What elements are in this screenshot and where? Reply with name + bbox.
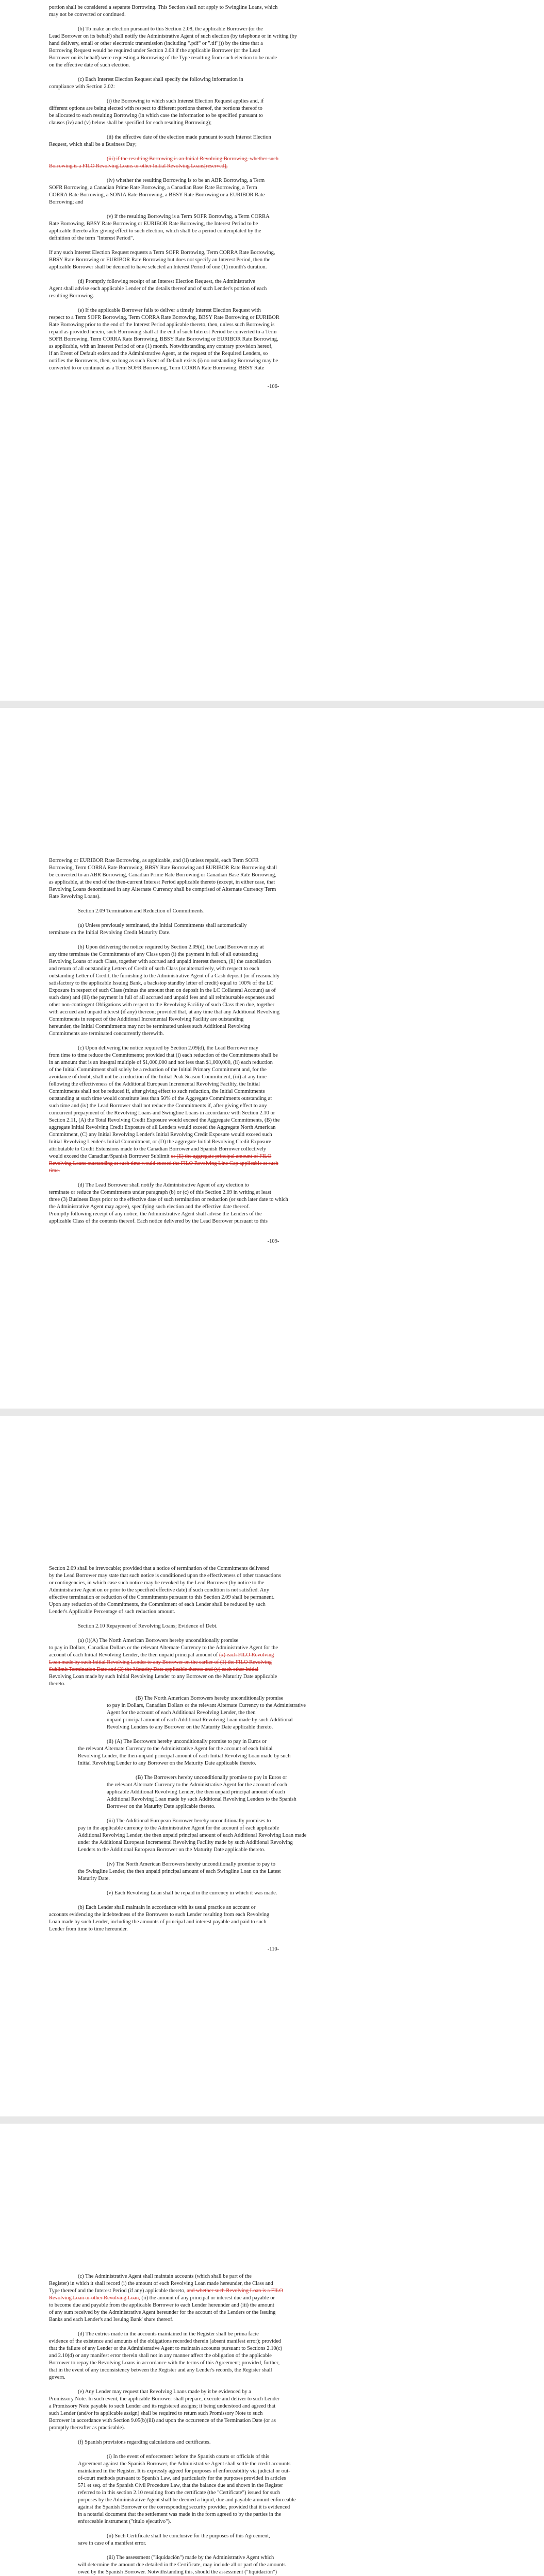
text-line: any time terminate the Commitments of any Class upon (i) the payment in full of all outstanding xyxy=(49,952,258,957)
page-110 xyxy=(49,1416,498,2116)
text-line: (d) The entries made in the accounts maintained in the Register shall be prima facie xyxy=(78,2331,259,2337)
text-line: Exposure in respect of such Class (minus the amount then on deposit in the LC Collateral Account) as of xyxy=(49,988,276,993)
text-line: referred to in this section 2.10 resulting from the certificate (the "Certificate") issued for such xyxy=(78,2490,280,2496)
text-line: thereto. xyxy=(49,1681,65,1687)
text-line: to pay in Dollars, Canadian Dollars or the relevant Alternate Currency to the Administrative Agent for the xyxy=(49,1645,278,1651)
text-line: hand delivery, email or other electronic transmission (including ".pdf" or ".tif"))) by the time that a xyxy=(49,41,263,46)
text-line: be allocated to each resulting Borrowing (in which case the information to be specified pursuant to xyxy=(49,113,263,118)
struck-text: Revolving Loan or other Revolving Loan, xyxy=(49,2295,140,2301)
text-line: in an amount that is an integral multiple of $1,000,000 and not less than $1,000,000, (ii) each reduction xyxy=(49,1060,273,1065)
text-line: Revolving Lenders to any Borrower on the Maturity Date applicable thereto. xyxy=(107,1724,273,1730)
struck-text: (x) each FILO Revolving xyxy=(219,1652,274,1658)
text-line: Rate Revolving Loans). xyxy=(49,894,101,900)
text-line: (i) the Borrowing to which such Interest Election Request applies and, if xyxy=(107,98,264,104)
text-line: definition of the term "Interest Period". xyxy=(49,235,134,241)
text-line: Commitments are terminated concurrently therewith. xyxy=(49,1031,164,1037)
text-line xyxy=(49,1652,274,1658)
text-line: promptly thereafter as practicable). xyxy=(49,2425,125,2431)
text-line: under the Additional European Incremental Revolving Facility made by such Additional Revolving xyxy=(78,1840,293,1845)
text-line: Revolving Loan made by such Initial Revolving Lender to any Borrower on the Maturity Date applicable xyxy=(49,1674,277,1680)
text-line: as applicable, at the end of the then-current Interest Period applicable thereto (except, in either case, that xyxy=(49,879,275,885)
text-line: Banks and each Lender's and Issuing Bank' share thereof. xyxy=(49,2317,174,2323)
text-line: CORRA Rate Borrowing, a SONIA Rate Borrowing, a BBSY Rate Borrowing or a EURIBOR Rate xyxy=(49,192,265,198)
text-line: the relevant Alternate Currency to the Administrative Agent for the account of each xyxy=(107,1782,287,1788)
text-line: Agent for the account of each Additional Revolving Lender, the then xyxy=(107,1710,256,1716)
text-line: (b) Upon delivering the notice required by Section 2.09(d), the Lead Borrower may at xyxy=(78,944,264,950)
text-line: Additional Revolving Lender, the then unpaid principal amount of each Additional Revolving Loan made xyxy=(78,1833,307,1838)
text-line: the Swingline Lender, the then unpaid principal amount of each Swingline Loan on the Latest xyxy=(78,1869,281,1874)
text-line: compliance with Section 2.02: xyxy=(49,84,115,90)
text-line: Lender from time to time hereunder. xyxy=(49,1926,128,1932)
text-line: Additional Revolving Loan made by such Additional Revolving Lenders to the Spanish xyxy=(107,1797,296,1802)
text-line: Loan made by such Lender, including the amounts of principal and interest payable and paid to such xyxy=(49,1919,267,1925)
page-divider xyxy=(0,701,544,708)
text-line: purposes by the Administrative Agent shall be deemed a liquid, due and payable amount enforceable xyxy=(78,2497,296,2503)
text-line: Commitments shall not be reduced if, after giving effect to such reduction, the Initial Commitments xyxy=(49,1089,265,1094)
text-line: terminate on the Initial Revolving Credit Maturity Date. xyxy=(49,930,171,936)
text-line: aggregate Initial Revolving Credit Exposure of all Lenders would exceed the Aggregate North American xyxy=(49,1125,276,1130)
text-line: unpaid principal amount of each Additional Revolving Loan made by such Additional xyxy=(107,1717,293,1723)
page-106 xyxy=(49,0,498,701)
text-line: Revolving Loans of such Class, together with accrued and unpaid interest thereon, (ii) the cancellation xyxy=(49,959,271,964)
text-line: satisfactory to the applicable Issuing Bank, a backstop standby letter of credit) equal to 100% of the LC xyxy=(49,980,274,986)
text-line: applicable Class of the contents thereof. Each notice delivered by the Lead Borrower pursuant to this xyxy=(49,1218,268,1224)
text-span: account of each Initial Revolving Lender, the then unpaid principal amount of xyxy=(49,1652,218,1658)
text-line: Rate Borrowing, BBSY Rate Borrowing or EURIBOR Rate Borrowing, the Interest Period to be xyxy=(49,221,258,227)
text-line: attributable to Credit Extensions made to the Canadian Borrower and Spanish Borrower collectively xyxy=(49,1146,267,1152)
text-line: (f) Spanish provisions regarding calculations and certificates. xyxy=(78,2439,211,2445)
text-line: resulting Borrowing. xyxy=(49,293,94,299)
struck-text: Loan made by such Initial Revolving Lender to any Borrower on the earlier of (1) the FILO Revolving xyxy=(49,1659,272,1665)
text-line: applicable Borrower shall be deemed to have selected an Interest Period of one (1) month's duration. xyxy=(49,264,267,270)
text-line: of the Initial Commitment shall solely be a reduction of the Initial Primary Commitment and, for the xyxy=(49,1067,267,1073)
text-line: accounts evidencing the indebtedness of the Borrowers to such Lender resulting from each Revolving xyxy=(49,1912,270,1918)
text-line: different options are being elected with respect to different portions thereof, the portions thereof to xyxy=(49,106,262,111)
text-line: applicable thereto after giving effect to such election, which shall be a period contemplated by the xyxy=(49,228,261,234)
text-line: (e) Any Lender may request that Revolving Loans made by it be evidenced by a xyxy=(78,2389,251,2395)
text-line: Commitment, (C) any Initial Revolving Lender's Initial Revolving Credit Exposure would exceed such xyxy=(49,1132,272,1138)
struck-text: or (E) the aggregate principal amount of FILO xyxy=(171,1154,272,1159)
text-line: and return of all outstanding Letters of Credit of such Class (or alternatively, with respect to each xyxy=(49,966,259,972)
text-line: Borrowing; and xyxy=(49,199,84,205)
struck-text: and whether such Revolving Loan is a FILO xyxy=(187,2288,284,2294)
text-line: SOFR Borrowing, Term CORRA Rate Borrowing, BBSY Rate Borrowing or EURIBOR Rate Borrowing, xyxy=(49,336,278,342)
text-line: outstanding Letter of Credit, the furnishing to the Administrative Agent of a Cash deposit (or if reasonably xyxy=(49,973,280,979)
text-line: (iv) whether the resulting Borrowing is to be an ABR Borrowing, a Term xyxy=(107,178,265,183)
text-line: that the failure of any Lender or the Administrative Agent to maintain accounts pursuant to Sections 2.10(c) xyxy=(49,2346,283,2351)
page-divider xyxy=(0,2116,544,2124)
page-number: -110- xyxy=(267,1946,279,1952)
text-line: (ii) (A) The Borrowers hereby unconditionally promise to pay in Euros or xyxy=(107,1739,267,1744)
text-line: (i) In the event of enforcement before the Spanish courts or officials of this xyxy=(107,2454,269,2460)
text-line: clauses (iv) and (v) below shall be specified for each resulting Borrowing); xyxy=(49,120,212,126)
text-line: Promissory Note. In such event, the applicable Borrower shall prepare, execute and deliver to such Lender xyxy=(49,2396,280,2402)
text-line: outstanding at such time would constitute less than 50% of the Aggregate Commitments outstanding at xyxy=(49,1096,272,1101)
text-line: Borrower to repay the Revolving Loans in accordance with the terms of this Agreement; provided, further, xyxy=(49,2360,280,2366)
text-line: Lead Borrower on its behalf) shall notify the Administrative Agent of such election (by telephone or in writing (by xyxy=(49,33,298,39)
text-line: Revolving Loans denominated in any Alternate Currency shall be comprised of Alternate Currency Term xyxy=(49,887,276,892)
text-line: that in the event of any inconsistency between the Register and any Lender's records, the Register shall xyxy=(49,2367,272,2373)
struck-text: Revolving Loans outstanding at such time would exceed the FILO Revolving Line Cap applicable at such xyxy=(49,1161,278,1166)
text-line: on the effective date of such election. xyxy=(49,62,130,68)
text-line: (iii) The Additional European Borrower hereby unconditionally promises to xyxy=(107,1818,271,1824)
page-109 xyxy=(49,708,498,1409)
struck-text: Borrowing is a FILO Revolving Loans or other Initial Revolving Loans[reserved]; xyxy=(49,163,228,169)
text-line: from time to time reduce the Commitments; provided that (i) each reduction of the Commitments shall be xyxy=(49,1053,278,1058)
text-line: in a notarial document that the settlement was made in the form agreed to by the parties in the xyxy=(78,2512,282,2517)
text-line: Revolving Lender, the then-unpaid principal amount of each Initial Revolving Loan made by such xyxy=(78,1753,291,1759)
text-line xyxy=(49,2295,275,2301)
text-line: a Promissory Note payable to such Lender and its registered assigns; it being understood and agreed that xyxy=(49,2403,276,2409)
text-span: (ii) the amount of any principal or interest due and payable or xyxy=(141,2295,275,2301)
page-111 xyxy=(49,2124,498,2576)
struck-text: Sublimit Termination Date and (2) the Maturity Date applicable thereto and (y) each other Initial xyxy=(49,1667,259,1672)
text-line: be converted to an ABR Borrowing, Canadian Prime Rate Borrowing or Canadian Base Rate Borrowing, xyxy=(49,872,276,878)
struck-text: (iii) if the resulting Borrowing is an Initial Revolving Borrowing, whether such xyxy=(107,156,279,162)
text-line: Borrower in accordance with Section 9.05(b)(iii) and upon the occurrence of the Termination Date (or as xyxy=(49,2418,276,2424)
text-line: with accrued and unpaid interest (if any) thereon; provided that, at any time that any Additional Revolving xyxy=(49,1009,279,1015)
text-line: (c) Each Interest Election Request shall specify the following information in xyxy=(78,77,243,82)
text-line: Agent shall advise each applicable Lender of the details thereof and of such Lender's portion of each xyxy=(49,286,267,292)
text-line: save in case of a manifest error. xyxy=(78,2540,146,2546)
text-line: Lenders to the Additional European Borrower on the Maturity Date applicable thereto. xyxy=(78,1847,266,1853)
text-line: Promptly following receipt of any notice, the Administrative Agent shall advise the Lenders of the xyxy=(49,1211,262,1217)
text-line: of-court methods pursuant to Spanish Law, and particularly for the purposes provided in articles xyxy=(78,2476,286,2481)
page-divider xyxy=(0,1409,544,1416)
text-line: three (3) Business Days prior to the effective date of such termination or reduction (or such later date to which xyxy=(49,1197,288,1202)
text-line: may not be converted or continued. xyxy=(49,12,126,18)
text-line: Initial Revolving Lender's Initial Commitment, or (D) the aggregate Initial Revolving Credit Exposure xyxy=(49,1139,271,1145)
text-line: and 2.10(d) or any manifest error therein shall not in any manner affect the obligation of the applicable xyxy=(49,2353,272,2359)
text-line: Section 2.11, (A) the Total Revolving Credit Exposure would exceed the Aggregate Commitments, (B) the xyxy=(49,1117,280,1123)
section-heading: Section 2.09 Termination and Reduction of Commitments. xyxy=(78,908,205,914)
text-line: by the Lead Borrower may state that such notice is conditioned upon the effectiveness of other transactions xyxy=(49,1573,282,1579)
text-line: Borrowing or EURIBOR Rate Borrowing, as applicable, and (ii) unless repaid, each Term SOFR xyxy=(49,858,259,863)
text-line: govern. xyxy=(49,2375,65,2380)
text-line: Rate Borrowing prior to the end of the Interest Period applicable thereto, then, unless such Borrowing is xyxy=(49,322,275,328)
text-line: respect to a Term SOFR Borrowing, Term CORRA Rate Borrowing, BBSY Rate Borrowing or EURIBOR xyxy=(49,315,279,320)
text-line: pay in the applicable currency to the Administrative Agent for the account of each applicable xyxy=(78,1825,279,1831)
text-line: (d) Promptly following receipt of an Interest Election Request, the Administrative xyxy=(78,279,255,284)
text-line: such time and (iv) the Lead Borrower shall not reduce the Commitments if, after giving effect to any xyxy=(49,1103,267,1109)
text-line: Agreement against the Spanish Borrower, the Administrative Agent shall settle the credit accounts xyxy=(78,2461,291,2467)
text-line: Upon any reduction of the Commitments, the Commitment of each Lender shall be reduced by such xyxy=(49,1602,266,1607)
text-line: (a) Unless previously terminated, the Initial Commitments shall automatically xyxy=(78,923,247,928)
text-line: the relevant Alternate Currency to the Administrative Agent for the account of each Initial xyxy=(78,1746,273,1752)
text-line: BBSY Rate Borrowing or EURIBOR Rate Borrowing but does not specify an Interest Period, then the xyxy=(49,257,271,263)
text-line: following the effectiveness of the Additional European Incremental Revolving Facility, the Initial xyxy=(49,1081,260,1087)
text-line: (v) if the resulting Borrowing is a Term SOFR Borrowing, a Term CORRA xyxy=(107,214,270,219)
text-line: will determine the amount due detailed in the Certificate, may include all or part of the amounts xyxy=(78,2562,286,2568)
text-line: concurrent prepayment of the Revolving Loans and Swingline Loans in accordance with Section 2.10 or xyxy=(49,1110,275,1116)
section-heading: Section 2.10 Repayment of Revolving Loans; Evidence of Debt. xyxy=(78,1623,218,1629)
text-span: Type thereof and the Interest Period (if any) applicable thereto, xyxy=(49,2288,186,2294)
text-line: terminate or reduce the Commitments under paragraph (b) or (c) of this Section 2.09 in writing at least xyxy=(49,1190,271,1195)
text-line: as applicable, with an Interest Period of one (1) month. Notwithstanding any contrary provision hereof, xyxy=(49,344,273,349)
text-line: repaid as provided herein, such Borrowing shall at the end of such Interest Period be converted to a Term xyxy=(49,329,277,335)
text-line: such date) and (iii) the payment in full of all accrued and unpaid fees and all reimbursable expenses and xyxy=(49,995,274,1001)
struck-text: time. xyxy=(49,1168,60,1174)
text-line: effective termination or reduction of the Commitments pursuant to this Section 2.09 shall be permanent. xyxy=(49,1595,275,1600)
text-line: (c) Upon delivering the notice required by Section 2.09(d), the Lead Borrower may xyxy=(78,1045,258,1051)
text-line: to become due and payable from the applicable Borrower to each Lender hereunder and (iii) the amount xyxy=(49,2302,274,2308)
text-line: Maturity Date. xyxy=(78,1876,110,1882)
text-line: to pay in Dollars, Canadian Dollars or the relevant Alternate Currency to the Administrative xyxy=(107,1703,306,1708)
text-line: (B) The Borrowers hereby unconditionally promise to pay in Euros or xyxy=(136,1775,287,1781)
text-line: (e) If the applicable Borrower fails to deliver a timely Interest Election Request with xyxy=(78,308,261,313)
text-line: Administrative Agent on or prior to the specified effective date) if such condition is not satisfied. Any xyxy=(49,1587,269,1593)
text-line: Register) in which it shall record (i) the amount of each Revolving Loan made hereunder, the Class and xyxy=(49,2281,273,2286)
text-line xyxy=(49,2287,283,2294)
text-line: owed by the Spanish Borrower. Notwithstanding this, should the assessment ("liquidación") xyxy=(78,2569,277,2575)
text-line: (b) To make an election pursuant to this Section 2.08, the applicable Borrower (or the xyxy=(78,26,263,32)
text-line: (v) Each Revolving Loan shall be repaid in the currency in which it was made. xyxy=(107,1890,277,1896)
text-line: if an Event of Default exists and the Administrative Agent, at the request of the Required Lenders, so xyxy=(49,351,268,357)
text-line: If any such Interest Election Request requests a Term SOFR Borrowing, Term CORRA Rate Borrowing, xyxy=(49,250,275,256)
text-span: would exceed the Canadian/Spanish Borrower Sublimit xyxy=(49,1154,170,1159)
text-line: (ii) Such Certificate shall be conclusive for the purposes of this Agreement, xyxy=(107,2533,270,2539)
text-line: (b) Each Lender shall maintain in accordance with its usual practice an account or xyxy=(78,1905,256,1910)
text-line: SOFR Borrowing, a Canadian Prime Rate Borrowing, a Canadian Base Rate Borrowing, a Term xyxy=(49,185,257,191)
text-line: against the Spanish Borrower or the corresponding security provider, provided that it is evidenced xyxy=(78,2504,290,2510)
text-line: maintained in the Register. It is expressly agreed for purposes of enforceability via judicial or out- xyxy=(78,2468,290,2474)
text-line: avoidance of doubt, shall not be a reduction of the Initial Peak Season Commitment, (iii) at any time xyxy=(49,1074,267,1080)
text-line xyxy=(49,1153,271,1160)
text-line: Borrower on the Maturity Date applicable thereto. xyxy=(107,1804,216,1809)
text-line: converted to or continued as a Term SOFR Borrowing, Term CORRA Rate Borrowing, BBSY Rate xyxy=(49,365,265,371)
text-line: Request, which shall be a Business Day; xyxy=(49,142,137,147)
text-line: Initial Revolving Lender to any Borrower on the Maturity Date applicable thereto. xyxy=(78,1760,256,1766)
page-number: -106- xyxy=(267,384,279,389)
text-line: evidence of the existence and amounts of the obligations recorded therein (absent manifest error); provided xyxy=(49,2338,282,2344)
text-line: (d) The Lead Borrower shall notify the Administrative Agent of any election to xyxy=(78,1182,249,1188)
text-line: of any sum received by the Administrative Agent hereunder for the account of the Lenders or the Issuing xyxy=(49,2310,276,2315)
text-line: Section 2.09 shall be irrevocable; provided that a notice of termination of the Commitments delivered xyxy=(49,1566,270,1571)
text-line: applicable Additional Revolving Lender, the then unpaid principal amount of each xyxy=(107,1789,285,1795)
text-line: hereunder, the Initial Commitments may not be terminated unless such Additional Revolving xyxy=(49,1024,251,1029)
text-line: (B) The North American Borrowers hereby unconditionally promise xyxy=(136,1696,284,1701)
text-line: such Lender (and/or its applicable assign) shall be required to return such Promissory Note to such xyxy=(49,2411,263,2416)
text-line: or contingencies, in which case such notice may be revoked by the Lead Borrower (by notice to the xyxy=(49,1580,265,1586)
text-line: 571 et seq. of the Spanish Civil Procedure Law, that the balance due and shown in the Register xyxy=(78,2483,283,2488)
text-line: Lender's Applicable Percentage of such reduction amount. xyxy=(49,1609,175,1615)
text-line: (iv) The North American Borrowers hereby unconditionally promise to pay to xyxy=(107,1861,275,1867)
text-line: (iii) The assessment ("liquidación") made by the Administrative Agent which xyxy=(107,2555,274,2561)
text-line: the Administrative Agent may agree), specifying such election and the effective date thereof. xyxy=(49,1204,250,1210)
text-line: Borrowing Request would be required under Section 2.03 if the applicable Borrower (or the Lead xyxy=(49,48,260,54)
text-line: Borrower on its behalf) were requesting a Borrowing of the Type resulting from such election to be made xyxy=(49,55,277,61)
text-line: (c) The Administrative Agent shall maintain accounts (which shall be part of the xyxy=(78,2274,252,2279)
text-line: Commitments in respect of the Additional Incremental Revolving Facility are outstanding xyxy=(49,1016,244,1022)
text-line: other non-contingent Obligations with respect to the Revolving Facility of such Class then due, together xyxy=(49,1002,275,1008)
text-line: (ii) the effective date of the election made pursuant to such Interest Election xyxy=(107,134,271,140)
page-number: -109- xyxy=(267,1239,279,1244)
text-line: portion shall be considered a separate Borrowing. This Section shall not apply to Swingline Loans, which xyxy=(49,5,278,10)
text-line: (a) (i)(A) The North American Borrowers hereby unconditionally promise xyxy=(78,1638,239,1643)
text-line: notifies the Borrowers, then, so long as such Event of Default exists (i) no outstanding Borrowing may be xyxy=(49,358,278,364)
text-line: Borrowing, Term CORRA Rate Borrowing, BBSY Rate Borrowing and EURIBOR Rate Borrowing shall xyxy=(49,865,277,871)
text-line: enforceable instrument ("título ejecutivo"). xyxy=(78,2519,171,2524)
